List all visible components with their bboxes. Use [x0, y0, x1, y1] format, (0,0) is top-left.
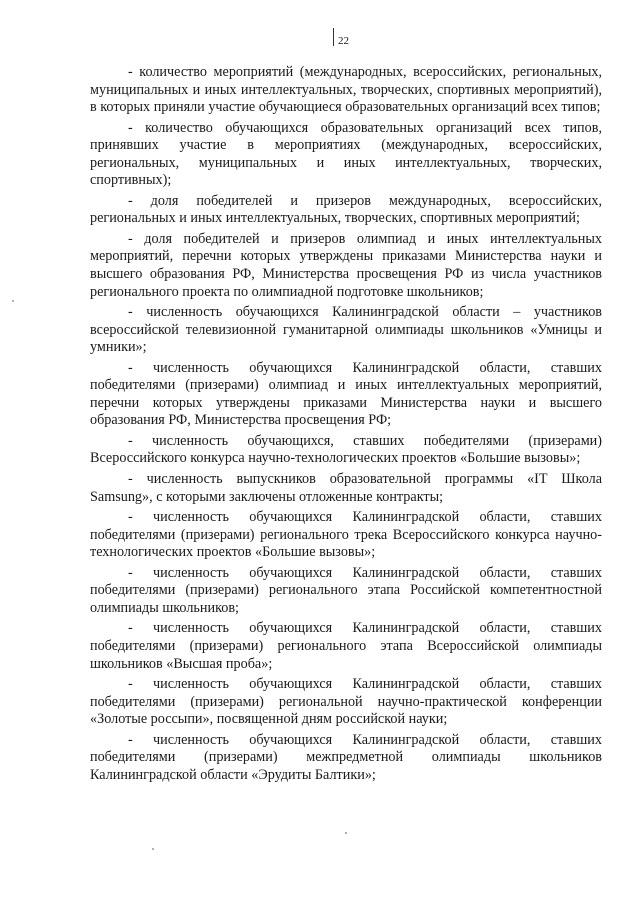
list-item: - численность выпускников образовательной программы «IT Школа Samsung», с которыми заключены отложенные контракты;	[90, 471, 602, 505]
list-item: - численность обучающихся Калининградской области, ставших победителями (призерами) олимпиад и иных интеллектуальных мероприятий, перечни которых утверждены приказами Министерства науки и высшего образования РФ, Министерства просвещения РФ;	[90, 359, 602, 429]
list-item: - количество обучающихся образовательных организаций всех типов, принявших участие в мероприятиях (международных, всероссийских, региональных, муниципальных и иных интеллектуальных, творческих, спортивных);	[90, 119, 602, 189]
list-item: - доля победителей и призеров международных, всероссийских, региональных и иных интеллектуальных, творческих, спортивных мероприятий;	[90, 192, 602, 227]
list-item: - численность обучающихся Калининградской области, ставших победителями (призерами) регионального этапа Российской компетентностной олимпиады школьников;	[90, 564, 602, 616]
list-item: - численность обучающихся Калининградской области, ставших победителями (призерами) регионального трека Всероссийского конкурса научно-технологических проектов «Большие вызовы»;	[90, 509, 602, 561]
scan-speck	[152, 848, 154, 850]
list-item: - численность обучающихся Калининградской области, ставших победителями (призерами) межпредметной олимпиады школьников Калининградской области «Эрудиты Балтики»;	[90, 731, 602, 783]
list-item: - количество мероприятий (международных, всероссийских, региональных, муниципальных и иных интеллектуальных, творческих, спортивных мероприятий), в которых приняли участие обучающиеся образовательных организаций всех типов;	[90, 64, 602, 116]
page-number: 22	[338, 35, 349, 47]
list-item: - доля победителей и призеров олимпиад и иных интеллектуальных мероприятий, перечни которых утверждены приказами Министерства науки и высшего образования РФ, Министерства просвещения РФ из числа участников регионального проекта по олимпиадной подготовке школьников;	[90, 230, 602, 300]
scan-speck	[12, 300, 14, 302]
list-item: - численность обучающихся Калининградской области, ставших победителями (призерами) регионального этапа Всероссийской олимпиады школьников «Высшая проба»;	[90, 620, 602, 672]
document-body	[90, 64, 602, 787]
list-item: - численность обучающихся Калининградской области – участников всероссийской телевизионной гуманитарной олимпиады школьников «Умницы и умники»;	[90, 304, 602, 356]
scan-speck	[345, 832, 347, 834]
list-item: - численность обучающихся, ставших победителями (призерами) Всероссийского конкурса научно-технологических проектов «Большие вызовы»;	[90, 432, 602, 467]
list-item: - численность обучающихся Калининградской области, ставших победителями (призерами) региональной научно-практической конференции «Золотые россыпи», посвященной дням российской науки;	[90, 676, 602, 728]
page-number-bar	[333, 28, 334, 46]
